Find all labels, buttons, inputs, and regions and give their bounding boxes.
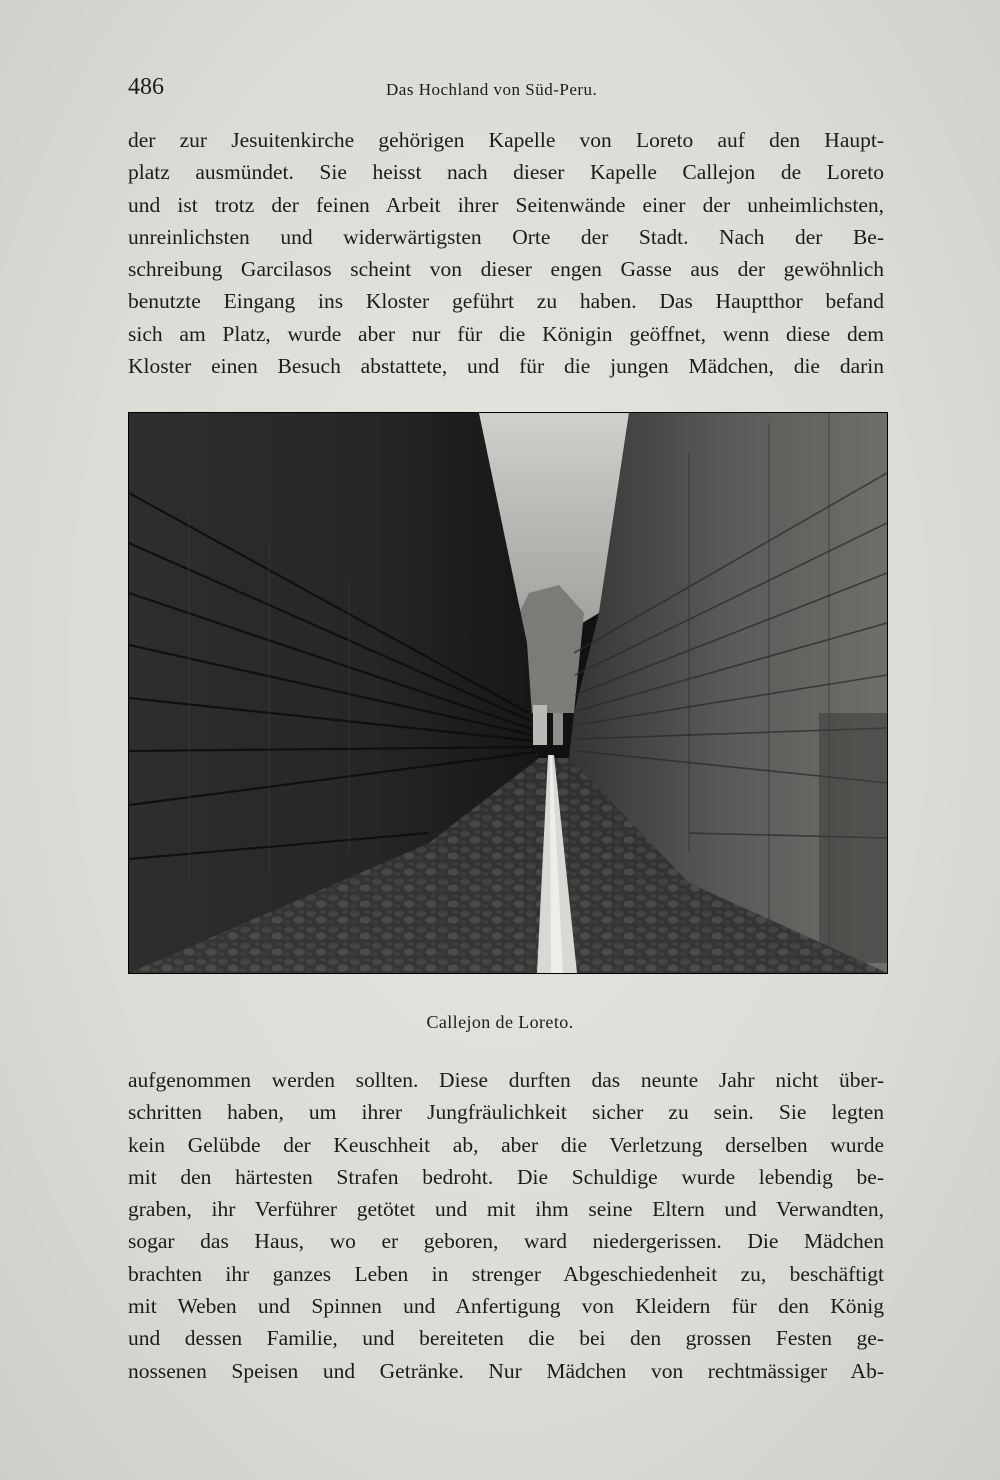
text-line: kein Gelübde der Keuschheit ab, aber die Verletzung derselben wurde [128,1132,884,1157]
running-title: Das Hochland von Süd-Peru. [386,80,598,99]
text-line: sogar das Haus, wo er geboren, ward niedergerissen. Die Mädchen [128,1229,884,1254]
text-line: unreinlichsten und widerwärtigsten Orte der Stadt. Nach der Be- [128,224,884,249]
text-line: der zur Jesuitenkirche gehörigen Kapelle von Loreto auf den Haupt- [128,128,884,152]
alley-photo-illustration [129,413,887,973]
text-line: Kloster einen Besuch abstattete, und für die jungen Mädchen, die darin [128,354,884,379]
body-text-top [128,124,884,382]
distant-building [533,705,547,745]
text-line: und dessen Familie, und bereiteten die bei den grossen Festen ge- [128,1326,884,1351]
text-line: mit Weben und Spinnen und Anfertigung von Kleidern für den König [128,1294,884,1319]
photograph-callejon-de-loreto [128,412,888,974]
text-line: sich am Platz, wurde aber nur für die Königin geöffnet, wenn diese dem [128,321,884,346]
text-line: graben, ihr Verführer getötet und mit ihm seine Eltern und Verwandten, [128,1197,884,1222]
figure-caption: Callejon de Loreto. [426,1012,574,1032]
text-line: schreibung Garcilasos scheint von dieser engen Gasse aus der gewöhnlich [128,257,884,282]
text-line: aufgenommen werden sollten. Diese durften das neunte Jahr nicht über- [128,1068,884,1092]
text-line: brachten ihr ganzes Leben in strenger Abgeschiedenheit zu, beschäftigt [128,1261,884,1286]
text-line: mit den härtesten Strafen bedroht. Die Schuldige wurde lebendig be- [128,1164,884,1189]
text-line: platz ausmündet. Sie heisst nach dieser Kapelle Callejon de Loreto [128,160,884,185]
text-line: und ist trotz der feinen Arbeit ihrer Seitenwände einer der unheimlichsten, [128,192,884,217]
text-line: schritten haben, um ihrer Jungfräulichkeit sicher zu sein. Sie legten [128,1100,884,1125]
body-text-bottom [128,1064,884,1387]
page-number: 486 [128,74,164,100]
text-line: benutzte Eingang ins Kloster geführt zu haben. Das Hauptthor befand [128,289,884,314]
text-line: nossenen Speisen und Getränke. Nur Mädchen von rechtmässiger Ab- [128,1358,884,1383]
